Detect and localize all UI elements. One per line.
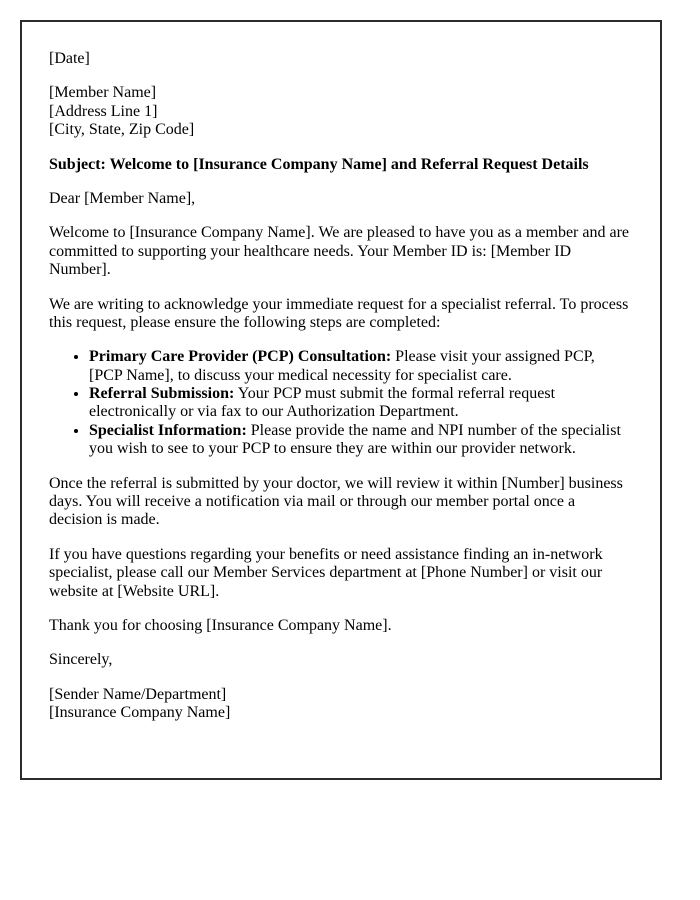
salutation: Dear [Member Name], — [49, 189, 196, 207]
closing: Sincerely, — [49, 651, 113, 669]
questions-paragraph: If you have questions regarding your benefits or need assistance finding an in-network specialist, please call our Member Services department at [Phone Number] or visit our website at [Website URL]. — [49, 545, 603, 600]
review-paragraph: Once the referral is submitted by your doctor, we will review it within [Number] business days. You will receive a notification via mail or through our member portal once a decision is made. — [49, 474, 623, 529]
signature-block — [49, 686, 630, 723]
recipient-address — [49, 84, 630, 139]
recipient-name-line: [Member Name] — [49, 84, 157, 102]
list-item-pcp-consultation — [89, 348, 630, 385]
sender-name-line: [Sender Name/Department] — [49, 685, 227, 703]
list-item-referral-submission — [89, 385, 630, 422]
acknowledge-paragraph: We are writing to acknowledge your immediate request for a specialist referral. To process this request, please ensure the following steps are completed: — [49, 295, 629, 331]
subject-line: Subject: Welcome to [Insurance Company Name] and Referral Request Details — [49, 155, 589, 173]
company-name-line: [Insurance Company Name] — [49, 704, 231, 722]
referral-steps-list — [49, 348, 630, 458]
list-item-label: Specialist Information: — [89, 421, 247, 439]
list-item-text: Please provide the name and NPI number of the specialist you wish to see to your PCP to ensure they are within our provider network. — [89, 421, 621, 458]
letter-document — [20, 20, 662, 780]
welcome-paragraph: Welcome to [Insurance Company Name]. We are pleased to have you as a member and are committed to supporting your healthcare needs. Your Member ID is: [Member ID Number]. — [49, 224, 629, 279]
list-item-label: Referral Submission: — [89, 385, 235, 403]
thanks-paragraph: Thank you for choosing [Insurance Company Name]. — [49, 616, 392, 634]
list-item-text: Your PCP must submit the formal referral request electronically or via fax to our Authorization Department. — [89, 385, 556, 421]
recipient-city-line: [City, State, Zip Code] — [49, 121, 195, 139]
list-item-specialist-information — [89, 422, 630, 459]
date-line: [Date] — [49, 50, 90, 67]
list-item-text: Please visit your assigned PCP, [PCP Name], to discuss your medical necessity for specialist care. — [89, 348, 595, 384]
list-item-label: Primary Care Provider (PCP) Consultation: — [89, 348, 392, 366]
recipient-address-line: [Address Line 1] — [49, 102, 158, 120]
